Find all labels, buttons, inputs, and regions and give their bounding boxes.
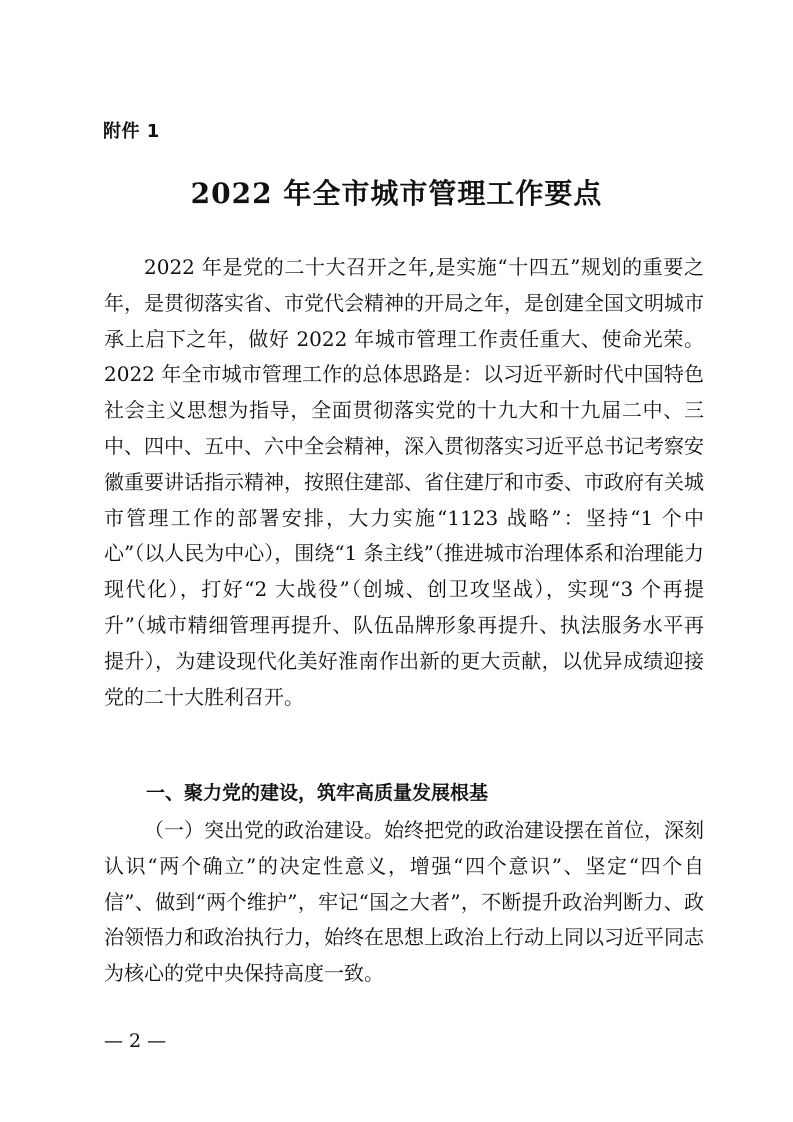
attachment-label: 附件 1 xyxy=(103,121,160,142)
document-title: 2022 年全市城市管理工作要点 xyxy=(190,177,603,210)
section-paragraph: （一）突出党的政治建设。始终把党的政治建设摆在首位，深刻认识“两个确立”的决定性意义，增强“四个意识”、坚定“四个自信”、做到“两个维护”，牢记“国之大者”，不断提升政治判断力、政治领悟力和政治执行力，始终在思想上政治上行动上同以习近平同志为核心的党中央保持高度一致。 xyxy=(104,818,704,986)
intro-paragraph: 2022 年是党的二十大召开之年,是实施“十四五”规划的重要之年，是贯彻落实省、市党代会精神的开局之年，是创建全国文明城市承上启下之年，做好 2022 年城市管理工作责任重大、使命光荣。2022 年全市城市管理工作的总体思路是：以习近平新时代中国特色社会主义思想为指导，全面贯彻落实党的十九大和十九届二中、三中、四中、五中、六中全会精神，深入贯彻落实习近平总书记考察安徽重要讲话指示精神，按照住建部、省住建厅和市委、市政府有关城市管理工作的部署安排，大力实施“1123 战略”：坚持“1 个中心”（以人民为中心），围绕“1 条主线”（推进城市治理体系和治理能力现代化），打好“2 大战役”（创城、创卫攻坚战），实现“3 个再提升”（城市精细管理再提升、队伍品牌形象再提升、执法服务水平再提升），为建设现代化美好淮南作出新的更大贡献，以优异成绩迎接党的二十大胜利召开。 xyxy=(104,255,704,709)
page-number: — 2 — xyxy=(104,1030,167,1052)
section-heading: 一、聚力党的建设，筑牢高质量发展根基 xyxy=(146,782,489,804)
